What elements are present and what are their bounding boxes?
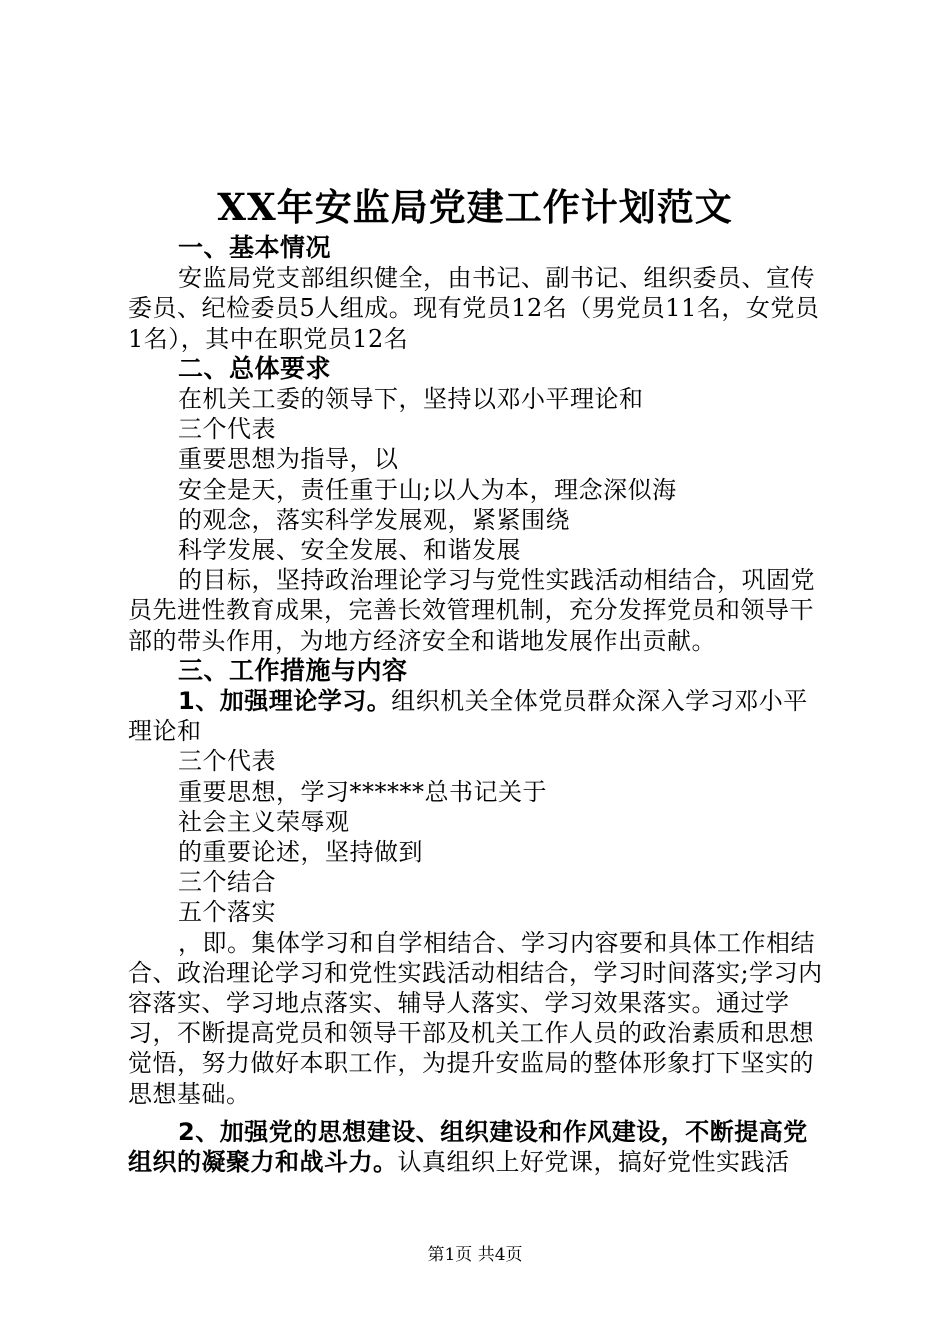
section-2-line: 的观念，落实科学发展观，紧紧围绕 bbox=[178, 505, 570, 534]
item-1-paragraph bbox=[128, 686, 828, 746]
section-2-line: 科学发展、安全发展、和谐发展 bbox=[178, 536, 521, 565]
item-1-title: 1、加强理论学习。 bbox=[178, 687, 392, 716]
item-2-paragraph bbox=[128, 1117, 828, 1177]
section-1-paragraph: 安监局党支部组织健全，由书记、副书记、组织委员、宣传委员、纪检委员5人组成。现有党员12名（男党员11名，女党员1名），其中在职党员12名 bbox=[128, 264, 820, 353]
section-2-line: 安全是天，责任重于山;以人为本，理念深似海 bbox=[178, 475, 677, 504]
section-2-heading: 二、总体要求 bbox=[178, 353, 332, 383]
document-body bbox=[128, 233, 828, 1177]
item-1-line: 的重要论述，坚持做到 bbox=[178, 838, 423, 867]
section-2-line: 在机关工委的领导下，坚持以邓小平理论和 bbox=[178, 385, 644, 414]
item-1-line: 社会主义荣辱观 bbox=[178, 807, 350, 836]
section-2-line: 重要思想为指导，以 bbox=[178, 445, 399, 474]
item-2-title: 2、加强党的思想建设、组织建设和作风建设，不断提高党组织的凝聚力和战斗力。 bbox=[128, 1117, 808, 1177]
section-2-line: 三个代表 bbox=[178, 415, 276, 444]
section-1-heading: 一、基本情况 bbox=[178, 233, 332, 262]
item-1-line: 重要思想，学习******总书记关于 bbox=[178, 777, 547, 806]
item-1-line: 五个落实 bbox=[178, 898, 276, 927]
section-3-heading: 三、工作措施与内容 bbox=[178, 655, 408, 685]
item-1-line: 三个代表 bbox=[178, 747, 276, 776]
item-1-body: ，即。集体学习和自学相结合、学习内容要和具体工作相结合、政治理论学习和党性实践活动相结合，学习时间落实;学习内容落实、学习地点落实、辅导人落实、学习效果落实。通过学习，不断提高党员和领导干部及机关工作人员的政治素质和思想觉悟，努力做好本职工作，为提升安监局的整体形象打下坚实的思想基础。 bbox=[128, 928, 823, 1108]
item-1-line: 三个结合 bbox=[178, 868, 276, 897]
paragraph-gap bbox=[128, 1109, 828, 1117]
item-1-text: 组织机关全体党员群众深入学习邓小平理论和 bbox=[128, 687, 808, 746]
item-2-text: 认真组织上好党课，搞好党性实践活 bbox=[397, 1148, 790, 1177]
section-2-paragraph: 的目标，坚持政治理论学习与党性实践活动相结合，巩固党员先进性教育成果，完善长效管理机制，充分发挥党员和领导干部的带头作用，为地方经济安全和谐地发展作出贡献。 bbox=[128, 566, 815, 655]
page-footer: 第1页 共4页 bbox=[427, 1245, 523, 1265]
document-title: XX年安监局党建工作计划范文 bbox=[217, 185, 733, 229]
